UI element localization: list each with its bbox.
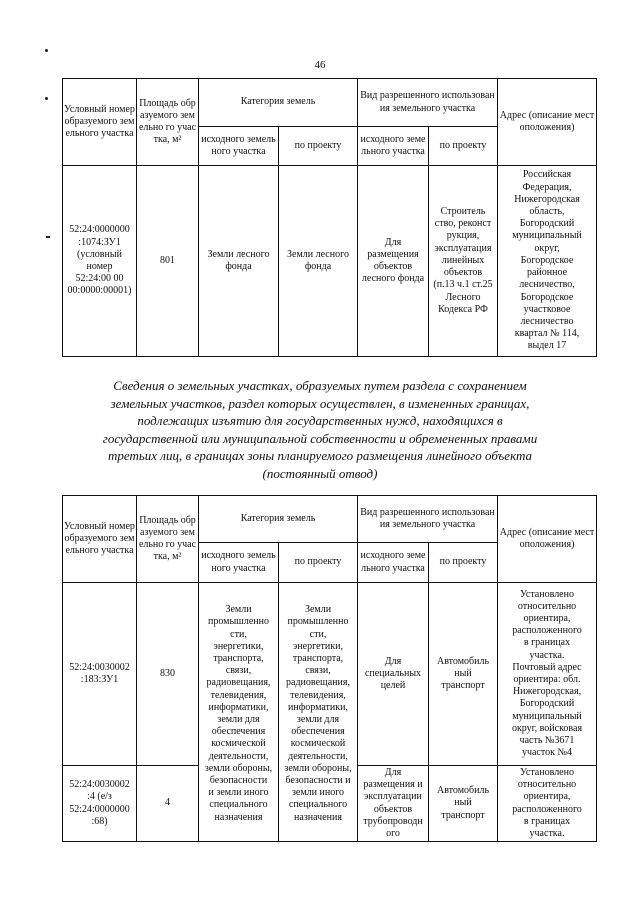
header-address: Адрес (описание местоположения)	[498, 496, 597, 583]
subheader-category-original: исходного земельного участка	[199, 127, 279, 166]
text-line: земли иного	[291, 787, 345, 799]
text-line: земли для	[296, 714, 340, 725]
text-line: промышленно	[287, 616, 349, 628]
text-line: Для	[384, 236, 402, 248]
text-line: относительно	[517, 600, 577, 612]
text-line: энергетики,	[293, 640, 343, 652]
text-line: Автомобиль	[436, 785, 490, 797]
text-line: лесничество	[520, 315, 574, 327]
text-line: специальных	[364, 667, 422, 679]
text-line: :68)	[91, 815, 108, 827]
use-original-cell	[358, 583, 429, 766]
text-line: специального	[288, 799, 348, 811]
text-line: земли обороны,	[284, 762, 352, 774]
text-line: объектов	[373, 261, 413, 272]
text-line: муниципальный	[512, 230, 582, 242]
text-line: (постоянный отвод)	[262, 465, 378, 481]
header-plot-number: Условный номер образуемого земельного участка	[63, 79, 137, 166]
category-original-cell	[199, 166, 279, 357]
text-line: часть №3671	[519, 735, 575, 747]
text-line: 52:24:0000000	[69, 803, 130, 815]
text-line: Земли лесного	[287, 248, 349, 260]
text-line: государственной или муниципальной собственности и обремененных правами	[102, 430, 538, 446]
text-line: специального	[209, 799, 268, 811]
text-line: эксплуатации	[364, 791, 422, 803]
text-line: Для	[384, 766, 402, 778]
text-line: размещения	[367, 248, 419, 260]
header-category: Категория земель	[199, 496, 358, 543]
text-line: Установлено	[520, 766, 574, 778]
text-line: Богородское	[520, 291, 574, 303]
scan-speck	[45, 97, 48, 100]
table-row	[63, 166, 597, 357]
text-line: участка.	[529, 649, 565, 661]
text-line: подлежащих изъятию для государственных нужд, находящихся в	[137, 413, 503, 428]
text-line: Земли	[225, 604, 252, 616]
plot-number-cell	[63, 583, 137, 766]
text-line: область,	[529, 206, 565, 218]
address-cell	[498, 583, 597, 766]
text-line: Строитель	[440, 206, 486, 218]
text-line: целей	[380, 680, 406, 692]
text-line: относительно	[517, 779, 577, 791]
text-line: информатики,	[208, 701, 269, 713]
text-line: ориентира,	[523, 791, 571, 803]
text-line: муниципальный	[512, 710, 582, 722]
text-line: Российская	[522, 169, 572, 181]
scan-speck	[45, 49, 48, 52]
section-heading	[70, 377, 570, 482]
text-line: Федерация,	[522, 181, 572, 193]
text-line: объектов	[373, 803, 413, 815]
header-category: Категория земель	[199, 79, 358, 127]
text-line: объектов	[443, 267, 483, 279]
text-line: :183:ЗУ1	[80, 674, 119, 685]
text-line: фонда	[304, 261, 332, 272]
text-line: космической	[211, 738, 266, 750]
text-line: телевидения,	[290, 689, 346, 701]
text-line: связи,	[225, 665, 252, 677]
subheader-use-project: по проекту	[429, 127, 498, 166]
text-line: ого	[386, 827, 400, 839]
text-line: округ,	[534, 242, 560, 254]
text-line: земли для	[217, 714, 260, 725]
text-line: земли обороны,	[204, 762, 273, 774]
area-cell: 801	[137, 166, 199, 357]
text-line: расположенного	[512, 625, 582, 637]
use-project-cell	[429, 166, 498, 357]
text-line: деятельности,	[288, 750, 348, 762]
text-line: Для	[384, 655, 402, 667]
category-project-cell	[279, 166, 358, 357]
text-line: радиовещания,	[206, 677, 271, 689]
text-line: 52:24:0030002	[69, 661, 130, 673]
text-line: транспорта,	[292, 652, 344, 664]
text-line: Нижегородская	[514, 193, 580, 205]
text-line: 00:0000:00001)	[67, 285, 132, 297]
text-line: третьих лиц, в границах зоны планируемого размещения линейного объекта	[107, 448, 533, 463]
text-line: ство, реконст	[434, 218, 492, 230]
text-line: Кодекса РФ	[438, 303, 488, 315]
area-cell: 830	[137, 583, 199, 766]
text-line: квартал № 114,	[514, 328, 580, 340]
text-line: деятельности,	[208, 750, 269, 762]
land-plots-table-1	[62, 78, 597, 357]
text-line: трубопроводн	[363, 815, 423, 827]
text-line: лесного фонда	[361, 273, 425, 285]
use-project-cell	[429, 766, 498, 842]
subheader-category-project: по проекту	[279, 127, 358, 166]
text-line: в границах	[523, 637, 571, 649]
subheader-use-project: по проекту	[429, 543, 498, 583]
text-line: ный	[454, 667, 472, 679]
text-line: промышленно	[207, 616, 270, 628]
text-line: номер	[86, 261, 113, 272]
text-line: 52:24:0000000	[69, 224, 130, 236]
text-line: безопасности	[209, 775, 268, 787]
text-line: земельных участков, раздел которых осуществлен, в измененных границах,	[110, 395, 530, 411]
page-number: 46	[314, 59, 326, 71]
use-original-cell	[358, 166, 429, 357]
subheader-use-original: исходного земельного участка	[358, 127, 429, 166]
text-line: Богородский	[519, 698, 575, 710]
text-line: Автомобиль	[436, 655, 490, 667]
text-line: Богородский	[519, 218, 575, 230]
text-line: сти,	[309, 628, 327, 640]
text-line: назначения	[214, 811, 263, 823]
text-line: 52:24:00 00	[75, 273, 124, 285]
text-line: лесничество,	[519, 279, 575, 291]
text-line: сти,	[230, 628, 247, 640]
text-line: участковое	[523, 303, 571, 315]
header-address: Адрес (описание местоположения)	[498, 79, 597, 166]
text-line: линейных	[441, 254, 485, 266]
text-line: :1074:ЗУ1	[78, 236, 121, 248]
text-line: Земли лесного	[207, 248, 270, 260]
text-line: фонда	[225, 261, 252, 272]
text-line: Установлено	[520, 588, 574, 600]
text-line: ориентира: обл.	[513, 674, 581, 685]
text-line: обеспечения	[291, 726, 345, 738]
text-line: рукция,	[446, 230, 480, 242]
subheader-category-original: исходного земельного участка	[199, 543, 279, 583]
area-cell: 4	[137, 766, 199, 842]
text-line: выдел 17	[527, 340, 567, 352]
text-line: энергетики,	[213, 640, 264, 652]
table-row	[63, 583, 597, 766]
plot-number-cell	[63, 766, 137, 842]
use-original-cell	[358, 766, 429, 842]
text-line: обеспечения	[211, 726, 266, 738]
scan-speck	[46, 236, 50, 238]
text-line: Богородское	[520, 254, 574, 266]
text-line: транспорт	[441, 809, 485, 821]
use-project-cell	[429, 583, 498, 766]
category-original-cell	[199, 583, 279, 842]
header-area: Площадь образуемого земельно го участка, м²	[137, 79, 199, 166]
text-line: информатики,	[288, 701, 348, 713]
text-line: телевидения,	[210, 689, 267, 701]
address-cell	[498, 166, 597, 357]
text-line: участка.	[529, 827, 565, 839]
subheader-use-original: исходного земельного участка	[358, 543, 429, 583]
text-line: (условный	[77, 248, 122, 260]
text-line: :4 (е/з	[87, 791, 112, 803]
plot-number-cell	[63, 166, 137, 357]
text-line: Земли	[304, 604, 332, 616]
text-line: связи,	[305, 665, 331, 677]
text-line: 52:24:0030002	[69, 779, 130, 791]
text-line: Нижегородская,	[512, 686, 582, 698]
category-project-cell	[279, 583, 358, 842]
text-line: и земли иного	[208, 787, 269, 799]
address-cell	[498, 766, 597, 842]
text-line: Лесного	[445, 291, 481, 303]
text-line: транспорта,	[213, 652, 264, 664]
text-line: безопасности и	[285, 775, 351, 787]
text-line: ный	[454, 797, 472, 809]
text-line: Почтовый адрес	[512, 661, 582, 673]
subheader-category-project: по проекту	[279, 543, 358, 583]
text-line: ориентира,	[523, 612, 571, 624]
header-area: Площадь образуемого земельно го участка, м²	[137, 496, 199, 583]
header-plot-number: Условный номер образуемого земельного участка	[63, 496, 137, 583]
text-line: назначения	[294, 811, 342, 823]
text-line: эксплуатация	[434, 242, 492, 254]
header-permitted-use: Вид разрешенного использования земельного участка	[358, 79, 498, 127]
header-permitted-use: Вид разрешенного использования земельного участка	[358, 496, 498, 543]
text-line: размещения и	[363, 779, 423, 791]
text-line: радиовещания,	[286, 677, 350, 689]
land-plots-table-2	[62, 495, 597, 842]
text-line: Сведения о земельных участках, образуемых путем раздела с сохранением	[113, 378, 527, 393]
text-line: (п.13 ч.1 ст.25	[433, 279, 493, 291]
text-line: космической	[290, 738, 346, 750]
text-line: районное	[526, 267, 568, 279]
text-line: в границах	[523, 815, 571, 827]
text-line: участок №4	[521, 747, 573, 759]
text-line: округ, войсковая	[511, 722, 583, 734]
text-line: транспорт	[441, 680, 485, 692]
text-line: расположенного	[512, 803, 582, 815]
